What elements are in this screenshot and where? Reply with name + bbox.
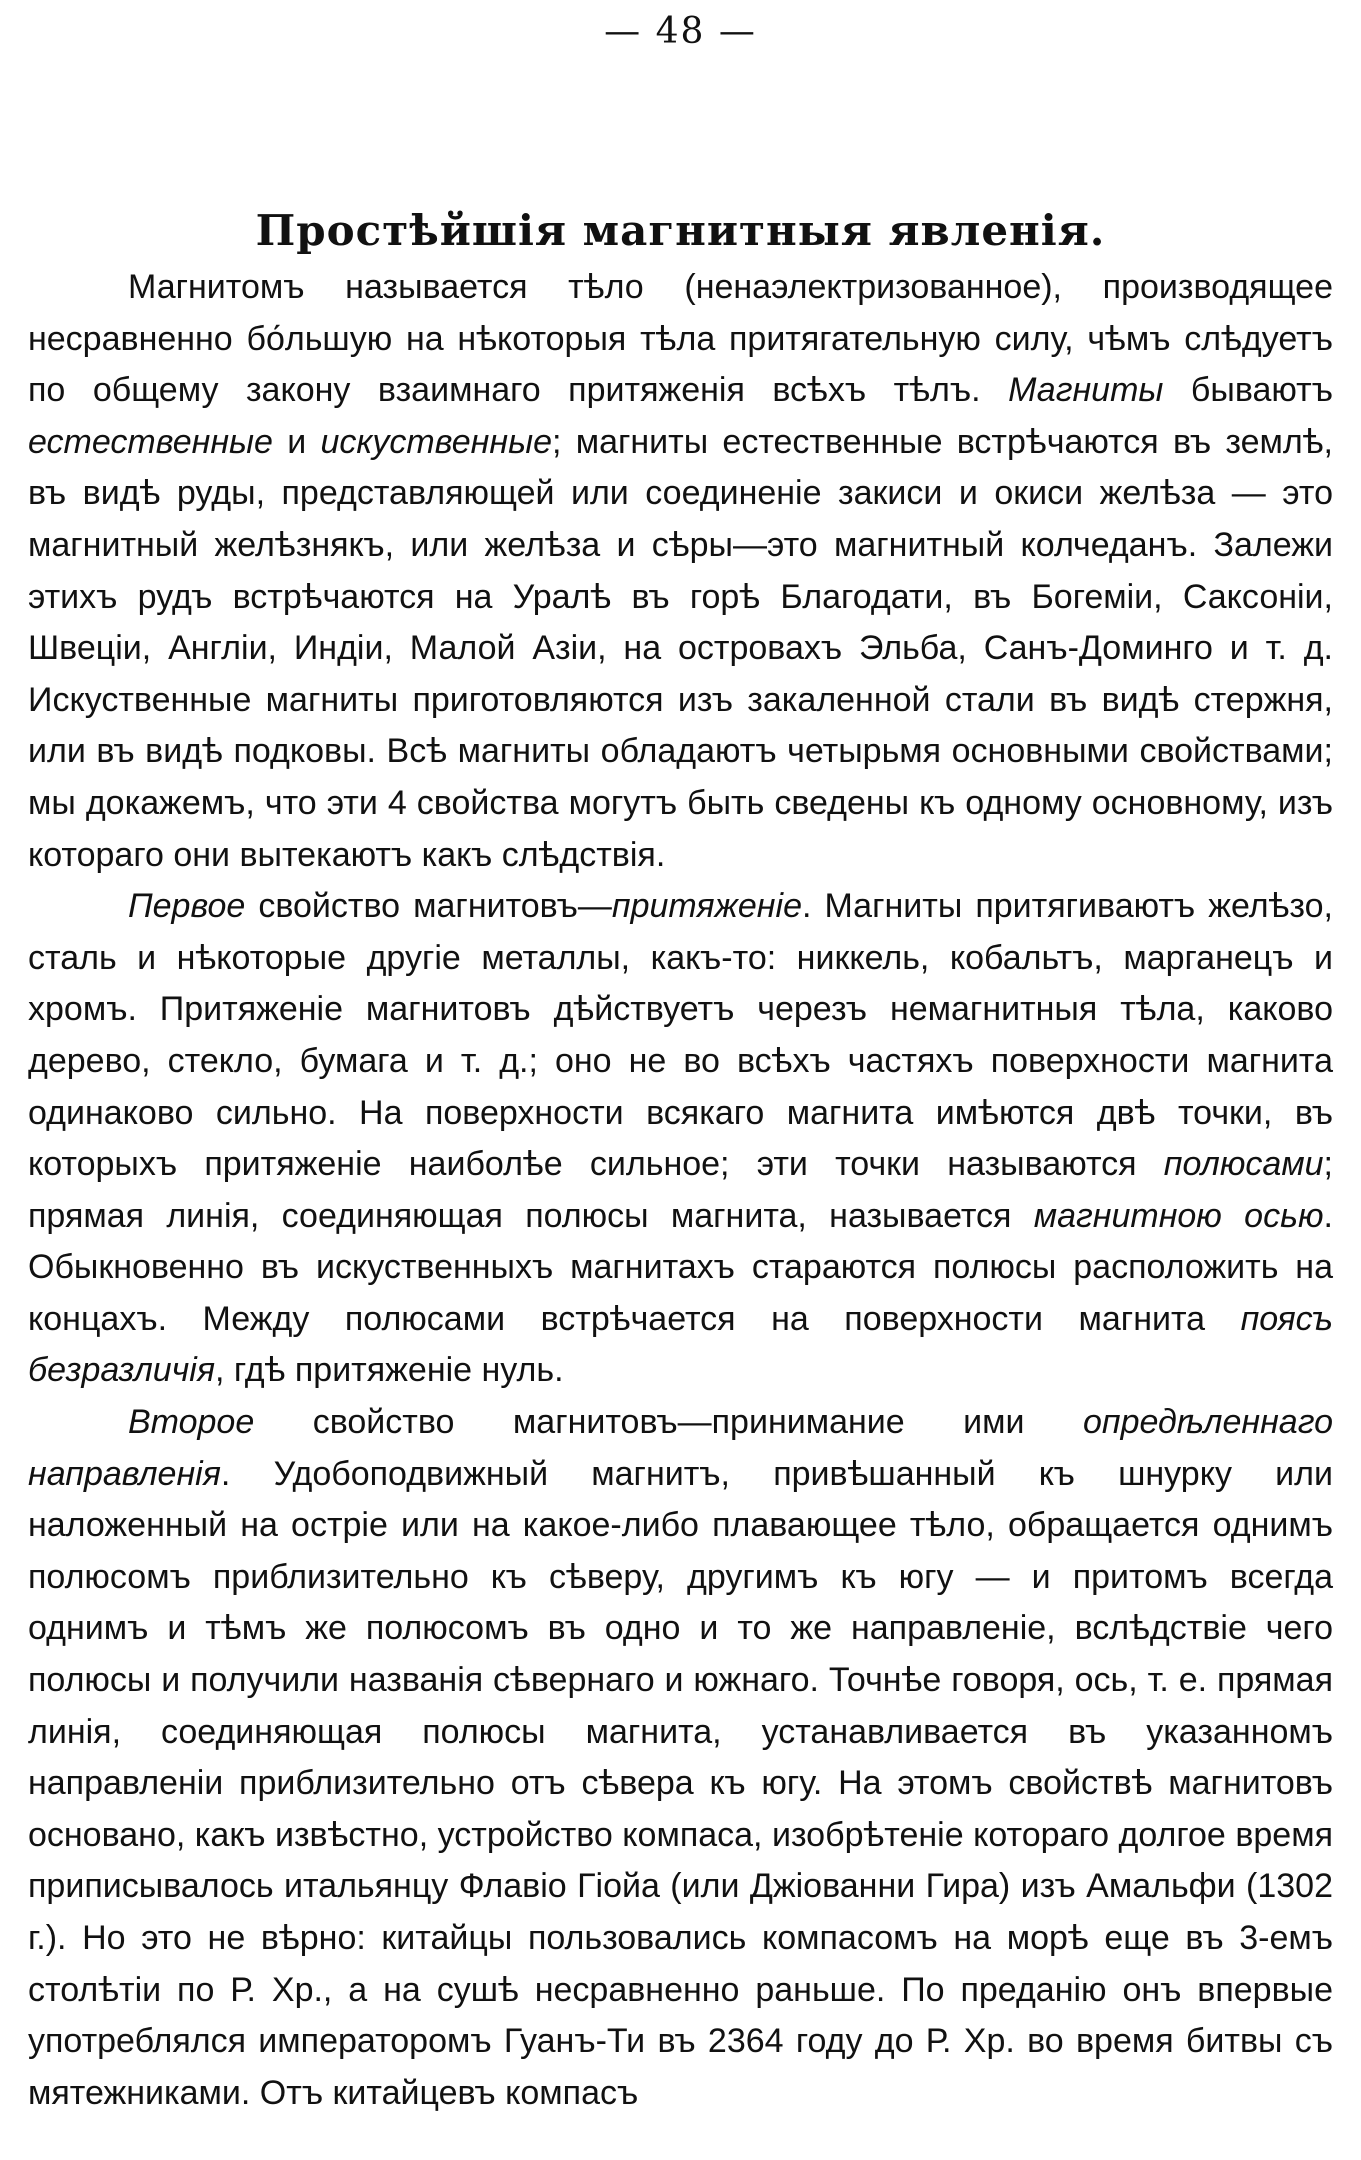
italic-term: искуственные — [320, 422, 553, 461]
italic-term: Магниты — [1008, 371, 1164, 410]
text-run: ; магниты естественные встрѣчаются въ землѣ, въ видѣ руды, представляющей или соединеніе закиси и окиси желѣза — это магнитный желѣзнякъ, или желѣза и сѣры—это магнитный колчеданъ. Залежи этихъ рудъ встрѣчаются на Уралѣ въ горѣ Благодати, въ Богеміи, Саксоніи, Швеціи, Англіи, Индіи, Малой Азіи, на островахъ Эльба, Санъ-Доминго и т. д. Искуственные магниты приготовляются изъ закаленной стали въ видѣ стержня, или въ видѣ подковы. Всѣ магниты обладаютъ четырьмя основными свойствами; мы докажемъ, что эти 4 свойства могутъ быть сведены къ одному основному, изъ котораго они вытекаютъ какъ слѣдствія. — [28, 422, 1334, 874]
italic-term: Второе — [128, 1403, 255, 1442]
italic-term: Первое — [128, 887, 246, 926]
section-heading: Простѣйшія магнитныя явленія. — [255, 206, 1106, 256]
italic-term: притяженіе — [611, 887, 802, 926]
text-run: свойство магнитовъ—принимание ими — [254, 1403, 1083, 1442]
paragraph-magnet-definition — [28, 262, 1333, 881]
italic-term: поясъ безразличія — [28, 1299, 1333, 1390]
italic-term: опредѣленнаго направленія — [28, 1403, 1333, 1493]
italic-term: полюсами — [1163, 1145, 1324, 1184]
text-run: . Магниты притягиваютъ желѣзо, сталь и нѣкоторые другіе металлы, какъ-то: никкель, кобальтъ, марганецъ и хромъ. Притяженіе магнитовъ дѣйствуетъ черезъ немагнитныя тѣла, каково дерево, стекло, бумага и т. д.; оно не во всѣхъ частяхъ поверхности магнита одинаково сильно. На поверхности всякаго магнита имѣются двѣ точки, въ которыхъ притяженіе наиболѣе сильное; эти точки называются — [28, 887, 1333, 1184]
text-run: ; прямая линія, соединяющая полюсы магнита, называется — [28, 1145, 1333, 1235]
italic-term: магнитною осью — [1033, 1196, 1324, 1235]
text-run: . Удобоподвижный магнитъ, привѣшанный къ шнурку или наложенный на остріе или на какое-либо плавающее тѣло, обращается однимъ полюсомъ приблизительно къ сѣверу, другимъ къ югу — и притомъ всегда однимъ и тѣмъ же полюсомъ въ одно и то же направленіе, вслѣдствіе чего полюсы и получили названія сѣвернаго и южнаго. Точнѣе говоря, ось, т. е. прямая линія, соединяющая полюсы магнита, устанавливается въ указанномъ направленіи приблизительно отъ сѣвера къ югу. На этомъ свойствѣ магнитовъ основано, какъ извѣстно, устройство компаса, изобрѣтеніе котораго долгое время приписывалось итальянцу Флавіо Гіойа (или Джіованни Гира) изъ Амальфи (1302 г.). Но это не вѣрно: китайцы пользовались компасомъ на морѣ еще въ 3-емъ столѣтіи по Р. Хр., а на сушѣ несравненно раньше. По преданію онъ впервые употреблялся императоромъ Гуанъ-Ти въ 2364 году до Р. Хр. во время битвы съ мятежниками. Отъ китайцевъ компасъ — [28, 1454, 1333, 2112]
text-run: бываютъ — [1163, 371, 1333, 410]
body-text — [28, 262, 1333, 2119]
paragraph-first-property — [28, 881, 1333, 1397]
text-run: Магнитомъ называется тѣло (ненаэлектризованное), производящее несравненно бо́льшую на нѣкоторыя тѣла притягательную силу, чѣмъ слѣдуетъ по общему закону взаимнаго притяженія всѣхъ тѣлъ. — [28, 268, 1333, 410]
text-run: . Обыкновенно въ искуственныхъ магнитахъ стараются полюсы расположить на концахъ. Между полюсами встрѣчается на поверхности магнита — [28, 1196, 1333, 1338]
italic-term: естественные — [28, 422, 273, 461]
paragraph-second-property — [28, 1397, 1333, 2119]
text-run: свойство магнитовъ— — [245, 887, 612, 926]
page-number: — 48 — — [604, 11, 757, 52]
text-run: и — [272, 422, 321, 461]
text-run: , гдѣ притяженіе нуль. — [214, 1351, 564, 1390]
